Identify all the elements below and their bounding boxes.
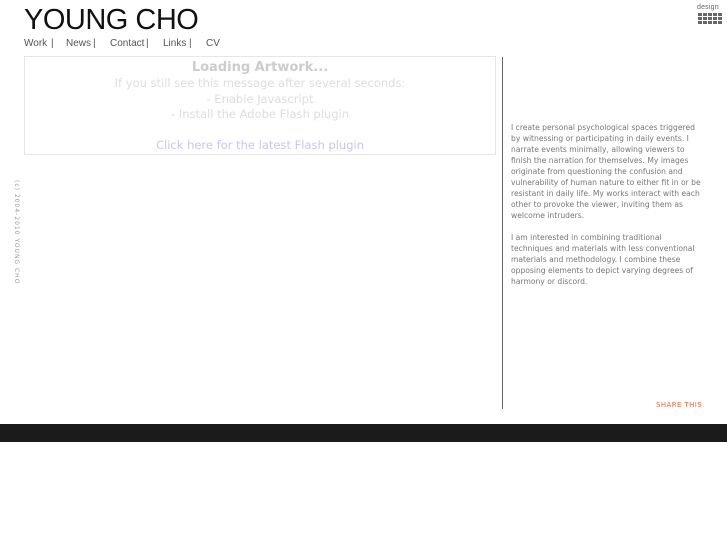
nav-item-work[interactable]: Work xyxy=(24,38,48,49)
design-grid-icon xyxy=(698,13,722,25)
statement-paragraph: I create personal psychological spaces triggered by witnessing or participating in daily events. I narrate events minimally, allowing viewers to finish the narration for themselves. My images originate from questioning the confusion and vulnerability of human nature to either fit in or be resistant in daily life. My works interact with each other to provoke the viewer, inviting them as welcome intruders. xyxy=(511,123,701,220)
nav-separator: | xyxy=(51,38,54,49)
enable-javascript-text: - Enable Javascript xyxy=(206,91,314,106)
flash-placeholder xyxy=(24,56,496,155)
flash-plugin-link[interactable]: Click here for the latest Flash plugin xyxy=(156,137,364,152)
design-badge[interactable] xyxy=(697,4,723,26)
footer-bar xyxy=(0,424,727,442)
nav-separator: | xyxy=(93,38,96,49)
share-this-link[interactable]: SHARE THIS xyxy=(656,401,703,409)
design-badge-label: design xyxy=(697,4,719,11)
nav-separator: | xyxy=(146,38,149,49)
nav-item-news[interactable]: News xyxy=(66,38,92,49)
flash-notice-text: If you still see this message after several seconds: xyxy=(114,76,406,90)
nav-item-links[interactable]: Links xyxy=(163,38,187,49)
nav-item-cv[interactable]: CV xyxy=(206,38,220,49)
copyright-text: (c) 2004-2010 YOUNG CHO xyxy=(13,180,20,285)
statement-paragraph: I am interested in combining traditional techniques and materials with less conventional materials and methodology. I combine these opposing elements to depict varying degrees of harmony or discord. xyxy=(511,233,695,286)
nav-separator: | xyxy=(189,38,192,49)
install-flash-text: - Install the Adobe Flash plugin xyxy=(171,107,349,121)
loading-message: Loading Artwork... xyxy=(191,60,329,75)
site-logo[interactable]: YOUNG CHO xyxy=(24,4,199,36)
vertical-divider xyxy=(502,57,503,409)
artist-statement xyxy=(511,122,703,298)
nav-item-contact[interactable]: Contact xyxy=(110,38,145,49)
